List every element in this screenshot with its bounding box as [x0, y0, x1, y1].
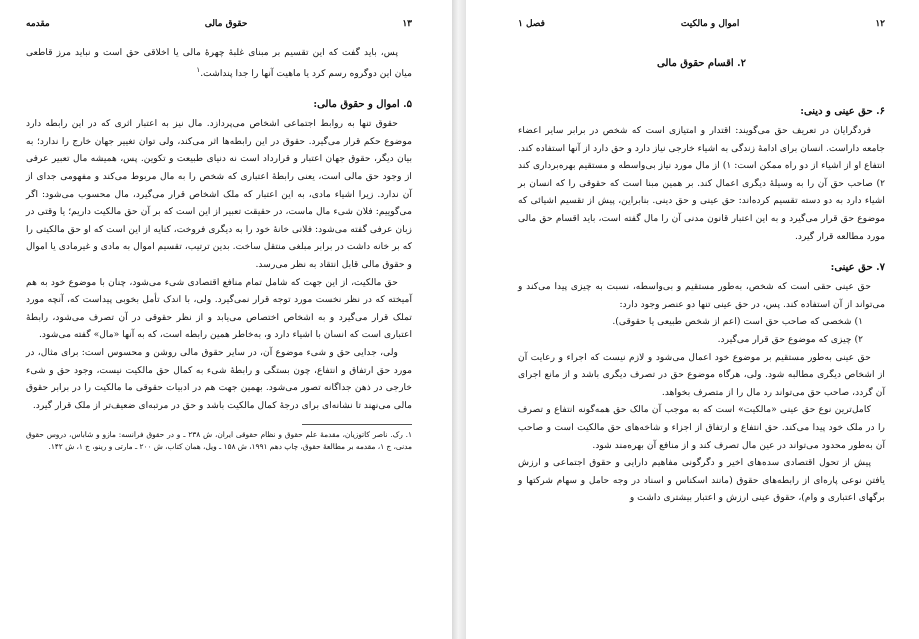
list-item: ۲) چیزی که موضوع حق قرار می‌گیرد.	[717, 333, 863, 345]
page-number: ۱۳	[402, 19, 412, 29]
left-page	[0, 0, 452, 639]
intro-paragraph: پس، باید گفت که این تقسیم بر مبنای غلبهٔ چهرهٔ مالی یا اخلاقی حق است و نباید مرز قاطعی میان این دوگروه رسم کرد یا ماهیت آنها را جدا پنداشت.$^۱$	[26, 47, 412, 79]
section-heading: ۶. حق عینی و دینی:	[800, 106, 885, 117]
list-item: ۱) شخصی که صاحب حق است (اعم از شخص طبیعی یا حقوقی).	[612, 316, 863, 328]
body-paragraph: پیش از تحول اقتصادی سده‌های اخیر و دگرگونی مفاهیم دارایی و حقوق اجتماعی و ارزش یافتن نوعی پاره‌ای از رابطه‌های حقوق (مانند اسکناس و اسناد در وجه حامل و سهام شرکتها و برگهای اعتباری و وام)، حقوق عینی ارزش و اعتبار بیشتری داشت و	[518, 457, 885, 504]
header-chapter: مقدمه	[26, 19, 50, 29]
book-gutter	[452, 0, 466, 639]
body-paragraph: حق مالکیت، از این جهت که شامل تمام منافع اقتصادی شیء می‌شود، چنان با موضوع خود به هم آمیخته که در نظر نخست مورد توجه قرار نمی‌گیرد. ولی، با اندک تأمل بخوبی پیداست که، آنچه مورد تملک قرار می‌گیرد و به اشخاص اختصاص می‌یابد و از نظر حقوقی در آن تصرف می‌شود، رابطهٔ اعتباری است که انسان با اشیاء دارد و، به‌خاطر همین رابطه است، که به آنها «مال» گفته می‌شود.	[26, 276, 412, 341]
body-paragraph: حقوق تنها به روابط اجتماعی اشخاص می‌پردازد. مال نیز به اعتبار اثری که در این رابطه دارد موضوع حکم قرار می‌گیرد. حقوق در این رابطه‌ها اثر می‌کند، ولی توان تغییر جهان خارج را ندارد؛ به بیان دیگر، حقوق جهان اعتبار و قرارداد است نه دنیای طبیعت و تکوین. پس، همیشه مال تعبیر عرفی از وجود حق مالی است، یعنی رابطهٔ اعتباری که شخص را به مال مربوط می‌کند و مفهومی جدای از آن ندارد. زیرا اشیاء مادی، به این اعتبار که ملک اشخاص قرار می‌گیرد، مال محسوب می‌شود: اگر می‌گوییم: فلان شیء مال ماست، در حقیقت تعبیر از این است که بر آن حق مالکیت داریم؛ یا وقتی در زبان عرفی گفته می‌شود: فلانی خانهٔ خود را به دیگری فروخت، کنایه از این است که او حق مالکیتی را که بر خانه داشت در برابر مبلغی منتقل ساخت. بدین ترتیب، تقسیم اموال به مادی و غیرمادی یا اموال و حقوق مالی قابل انتقاد به نظر می‌رسد.	[26, 118, 412, 270]
header-title: اموال و مالکیت	[680, 19, 740, 29]
right-page	[466, 0, 919, 639]
body-paragraph: کامل‌ترین نوع حق عینی «مالکیت» است که به موجب آن مالک حق همه‌گونه انتفاع و تصرف را در ملک خود پیدا می‌کند. حق انتفاع و ارتفاق از اجزاء و شاخه‌های حق مالکیت است و صاحب آن به‌طور محدود می‌تواند در عین مال تصرف کند و از منافع آن بهره‌مند شود.	[518, 404, 885, 451]
footnote: ۱. رک. ناصر کاتوزیان، مقدمهٔ علم حقوق و نظام حقوقی ایران، ش ۲۳۸ ـ و در حقوق فرانسه: مازو و شاباس، دروس حقوق مدنی، ج ۱، مقدمه بر مطالعهٔ حقوق، چاپ دهم ۱۹۹۱، ش ۱۵۸ ـ ویل، همان کتاب، ش ۲۰۰ ـ مارتی و رینو، ج ۱، ش ۱۴۲.	[26, 430, 412, 452]
footnote-marker: ۱	[196, 65, 201, 74]
body-paragraph: حق عینی به‌طور مستقیم بر موضوع خود اعمال می‌شود و لازم نیست که اجراء و رعایت آن از اشخاص دیگری مطالبه شود. ولی، هرگاه موضوع حق در تصرف دیگری باشد و از مانع اجرای آن گردد، صاحب حق می‌تواند رد مال را از متصرف بخواهد.	[518, 351, 885, 398]
running-head	[26, 16, 412, 32]
header-chapter: فصل ۱	[518, 19, 545, 29]
section-heading: ۵. اموال و حقوق مالی:	[313, 99, 412, 111]
footnote-rule	[302, 424, 412, 425]
chapter-section-title: ۲. اقسام حقوق مالی	[657, 58, 746, 69]
body-paragraph: فردگرایان در تعریف حق می‌گویند: اقتدار و امتیازی است که شخص در برابر سایر اعضاء جامعه داراست. انسان برای ادامهٔ زندگی به اشیاء خارجی نیاز دارد و حق دارد از آنها استفاده کند. انتفاع او از اشیاء از دو راه ممکن است: ۱) از مال مورد نیاز بی‌واسطه و مستقیم بهره‌برداری کند ۲) صاحب حق آن را به وسیلهٔ دیگری اعمال کند. بر همین مبنا است که حقوقی را که انسان بر اشیاء دارد به دو دسته تقسیم کرده‌اند: حق عینی و حق دینی. بنابراین، پیش از تقسیم اشیائی که موضوع حق قرار می‌گیرد و به این اعتبار قانون مدنی آن را مال گفته است، باید اقسام حق مالی مورد مطالعه قرار گیرد.	[518, 125, 885, 242]
body-paragraph: حق عینی حقی است که شخص، به‌طور مستقیم و بی‌واسطه، نسبت به چیزی پیدا می‌کند و می‌تواند از آن استفاده کند. پس، در حق عینی تنها دو عنصر وجود دارد:	[518, 281, 885, 310]
header-title: حقوق مالی	[204, 19, 248, 29]
section-heading: ۷. حق عینی:	[830, 262, 885, 274]
body-paragraph: ولی، جدایی حق و شیء موضوع آن، در سایر حقوق مالی روشن و محسوس است: برای مثال، در مورد حق ارتفاق و انتفاع، چون بستگی و رابطهٔ شیء به کمال حق مالکیت نیست، وجود حق و شیء خارجی در ذهن جداگانه تصور می‌شود. بهمین جهت هم در ادبیات حقوقی ما مالکیت را در برابر حقوق مالی می‌نهند تا نشانه‌ای برای درجهٔ کمال مالکیت باشد و حق در مرتبه‌ای ضعیف‌تر از ملک قرار گیرد.	[26, 346, 413, 411]
page-number: ۱۲	[875, 19, 885, 29]
running-head	[518, 16, 885, 32]
